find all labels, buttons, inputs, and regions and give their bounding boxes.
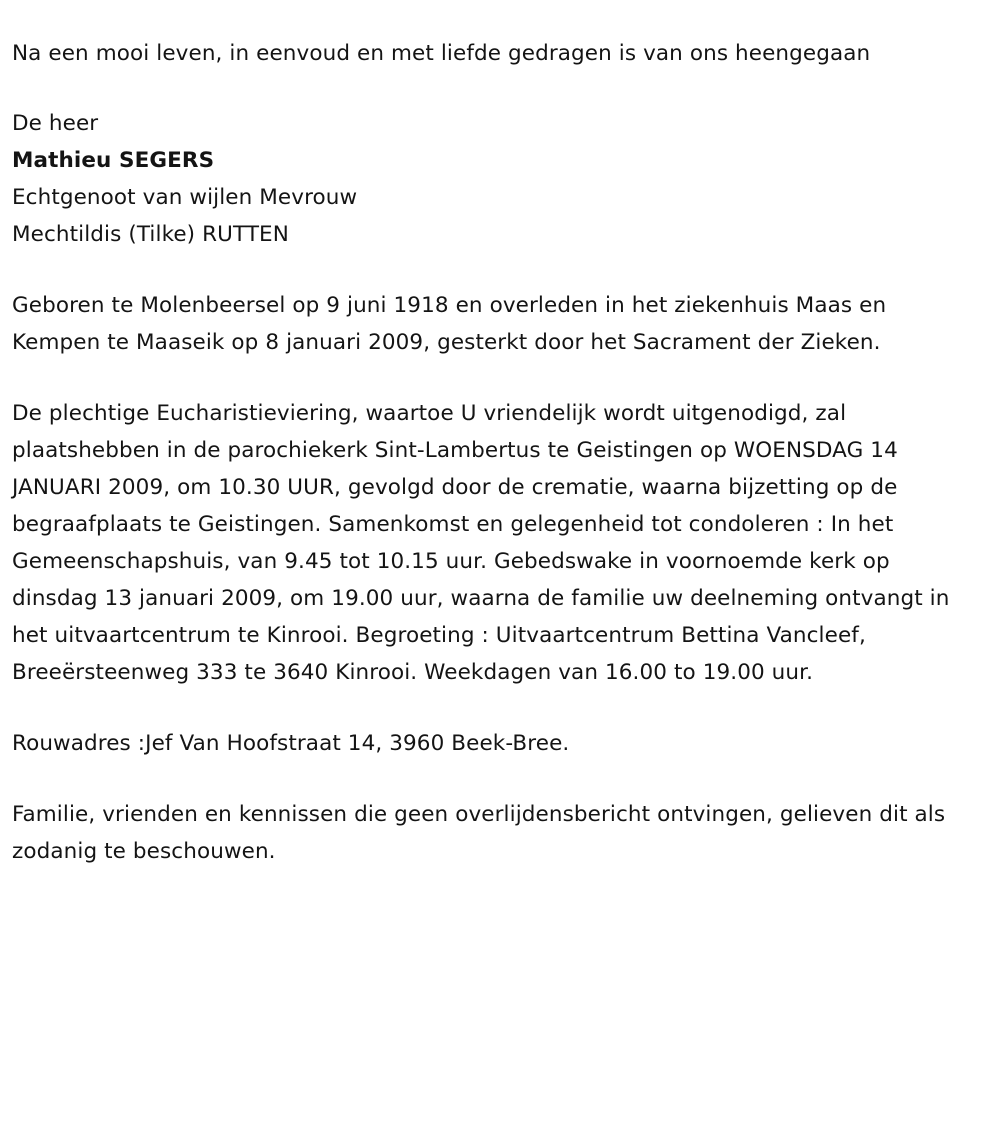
mourning-address-paragraph: Rouwadres :Jef Van Hoofstraat 14, 3960 Beek-Bree.: [12, 731, 570, 757]
closing-paragraph: Familie, vrienden en kennissen die geen overlijdensbericht ontvingen, gelieven dit als zodanig te beschouwen.: [12, 802, 946, 864]
spouse-prefix-line: Echtgenoot van wijlen Mevrouw: [12, 185, 358, 211]
spouse-name-line: Mechtildis (Tilke) RUTTEN: [12, 222, 289, 248]
intro-paragraph: Na een mooi leven, in eenvoud en met liefde gedragen is van ons heengegaan: [12, 40, 871, 66]
service-details-paragraph: De plechtige Eucharistieviering, waartoe U vriendelijk wordt uitgenodigd, zal plaatshebben in de parochiekerk Sint-Lambertus te Geistingen op WOENSDAG 14 JANUARI 2009, om 10.30 UUR, gevolgd door de crematie, waarna bijzetting op de begraafplaats te Geistingen. Samenkomst en gelegenheid tot condoleren : In het Gemeenschapshuis, van 9.45 tot 10.15 uur. Gebedswake in voornoemde kerk op dinsdag 13 januari 2009, om 19.00 uur, waarna de familie uw deelneming ontvangt in het uitvaartcentrum te Kinrooi. Begroeting : Uitvaartcentrum Bettina Vancleef, Breeërsteenweg 333 te 3640 Kinrooi. Weekdagen van 16.00 to 19.00 uur.: [12, 401, 950, 686]
deceased-block: [12, 106, 978, 254]
deceased-name: Mathieu SEGERS: [12, 148, 215, 174]
salutation-line: De heer: [12, 111, 99, 137]
birth-death-paragraph: Geboren te Molenbeersel op 9 juni 1918 en overleden in het ziekenhuis Maas en Kempen te Maaseik op 8 januari 2009, gesterkt door het Sacrament der Zieken.: [12, 293, 887, 356]
